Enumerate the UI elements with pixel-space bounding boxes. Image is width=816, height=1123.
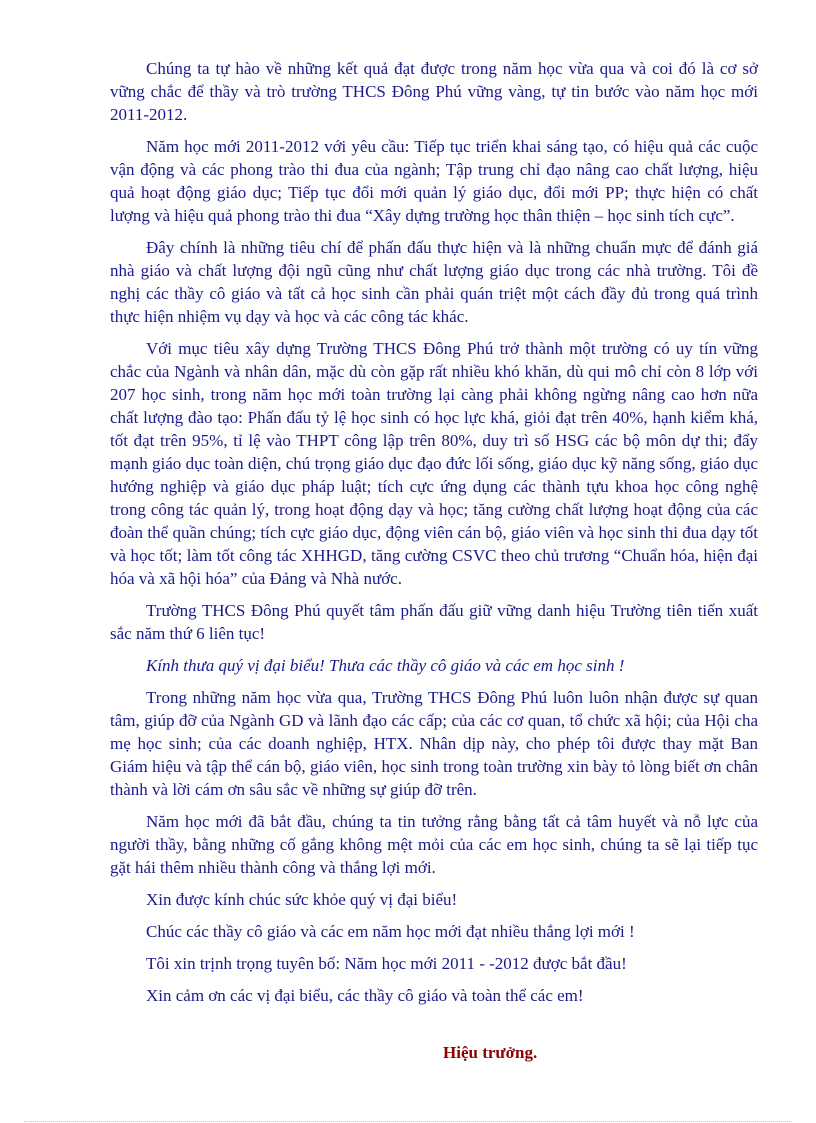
paragraph-pride: Chúng ta tự hào về những kết quả đạt được trong năm học vừa qua và coi đó là cơ sở vững chắc để thầy và trò trường THCS Đông Phú vững vàng, tự tin bước vào năm học mới 2011-2012. (110, 59, 758, 124)
paragraph-new-year: Năm học mới đã bắt đầu, chúng ta tin tưởng rằng bằng tất cả tâm huyết và nỗ lực của người thầy, bằng những cố gắng không mệt mỏi của các em học sinh, chúng ta sẽ lại tiếp tục gặt hái thêm nhiều thành công và thắng lợi mới. (110, 812, 758, 877)
paragraph-thanks: Trong những năm học vừa qua, Trường THCS Đông Phú luôn luôn nhận được sự quan tâm, giúp đỡ của Ngành GD và lãnh đạo các cấp; của các cơ quan, tổ chức xã hội; của Hội cha mẹ học sinh; của các doanh nghiệp, HTX. Nhân dịp này, cho phép tôi được thay mặt Ban Giám hiệu và tập thể cán bộ, giáo viên, học sinh trong toàn trường xin bày tỏ lòng biết ơn chân thành và lời cám ơn sâu sắc về những sự giúp đỡ trên. (110, 688, 758, 799)
signature-title: Hiệu trưởng. (443, 1043, 538, 1062)
paragraph-determination: Trường THCS Đông Phú quyết tâm phấn đấu giữ vững danh hiệu Trường tiên tiến xuất sắc năm thứ 6 liên tục! (110, 601, 758, 643)
page-bottom-divider (24, 1121, 792, 1122)
paragraph-declaration: Tôi xin trịnh trọng tuyên bố: Năm học mới 2011 - -2012 được bắt đầu! (146, 954, 627, 973)
paragraph-health-wish: Xin được kính chúc sức khỏe quý vị đại biểu! (146, 890, 458, 909)
paragraph-criteria: Đây chính là những tiêu chí để phấn đấu thực hiện và là những chuẩn mực để đánh giá nhà giáo và chất lượng đội ngũ cũng như chất lượng giáo dục trong các nhà trường. Tôi đề nghị các thầy cô giáo và tất cả học sinh cần phải quán triệt một cách đầy đủ trong quá trình thực hiện nhiệm vụ dạy và học và các công tác khác. (110, 238, 758, 326)
paragraph-greeting: Kính thưa quý vị đại biểu! Thưa các thầy cô giáo và các em học sinh ! (146, 656, 625, 675)
paragraph-success-wish: Chúc các thầy cô giáo và các em năm học mới đạt nhiều thắng lợi mới ! (146, 922, 635, 941)
document-body (110, 57, 758, 1016)
paragraph-closing: Xin cảm ơn các vị đại biểu, các thầy cô giáo và toàn thể các em! (146, 986, 584, 1005)
paragraph-goals: Với mục tiêu xây dựng Trường THCS Đông Phú trở thành một trường có uy tín vững chắc của Ngành và nhân dân, mặc dù còn gặp rất nhiều khó khăn, dù qui mô chỉ còn 8 lớp với 207 học sinh, trong năm học mới toàn trường lại càng phải không ngừng nâng cao hơn nữa chất lượng đào tạo: Phấn đấu tỷ lệ học sinh có học lực khá, giỏi đạt trên 40%, hạnh kiểm khá, tốt đạt trên 95%, tỉ lệ vào THPT công lập trên 80%, duy trì số HSG các bộ môn dự thi; đẩy mạnh giáo dục toàn diện, chú trọng giáo dục đạo đức lối sống, giáo dục kỹ năng sống, giáo dục hướng nghiệp và giáo dục pháp luật; tích cực ứng dụng các thành tựu khoa học công nghệ trong công tác quản lý, trong hoạt động dạy và học; tăng cường chất lượng hoạt động của các đoàn thể quần chúng; tích cực giáo dục, động viên cán bộ, giáo viên và học sinh thi đua dạy tốt và học tốt; làm tốt công tác XHHGD, tăng cường CSVC theo chủ trương “Chuẩn hóa, hiện đại hóa và xã hội hóa” của Đảng và Nhà nước. (110, 339, 758, 588)
paragraph-requirements: Năm học mới 2011-2012 với yêu cầu: Tiếp tục triển khai sáng tạo, có hiệu quả các cuộc vận động và các phong trào thi đua của ngành; Tập trung chỉ đạo nâng cao chất lượng, hiệu quả hoạt động giáo dục; Tiếp tục đổi mới quản lý giáo dục, đổi mới PP; thực hiện có chất lượng và hiệu quả phong trào thi đua “Xây dựng trường học thân thiện – học sinh tích cực”. (110, 137, 758, 225)
